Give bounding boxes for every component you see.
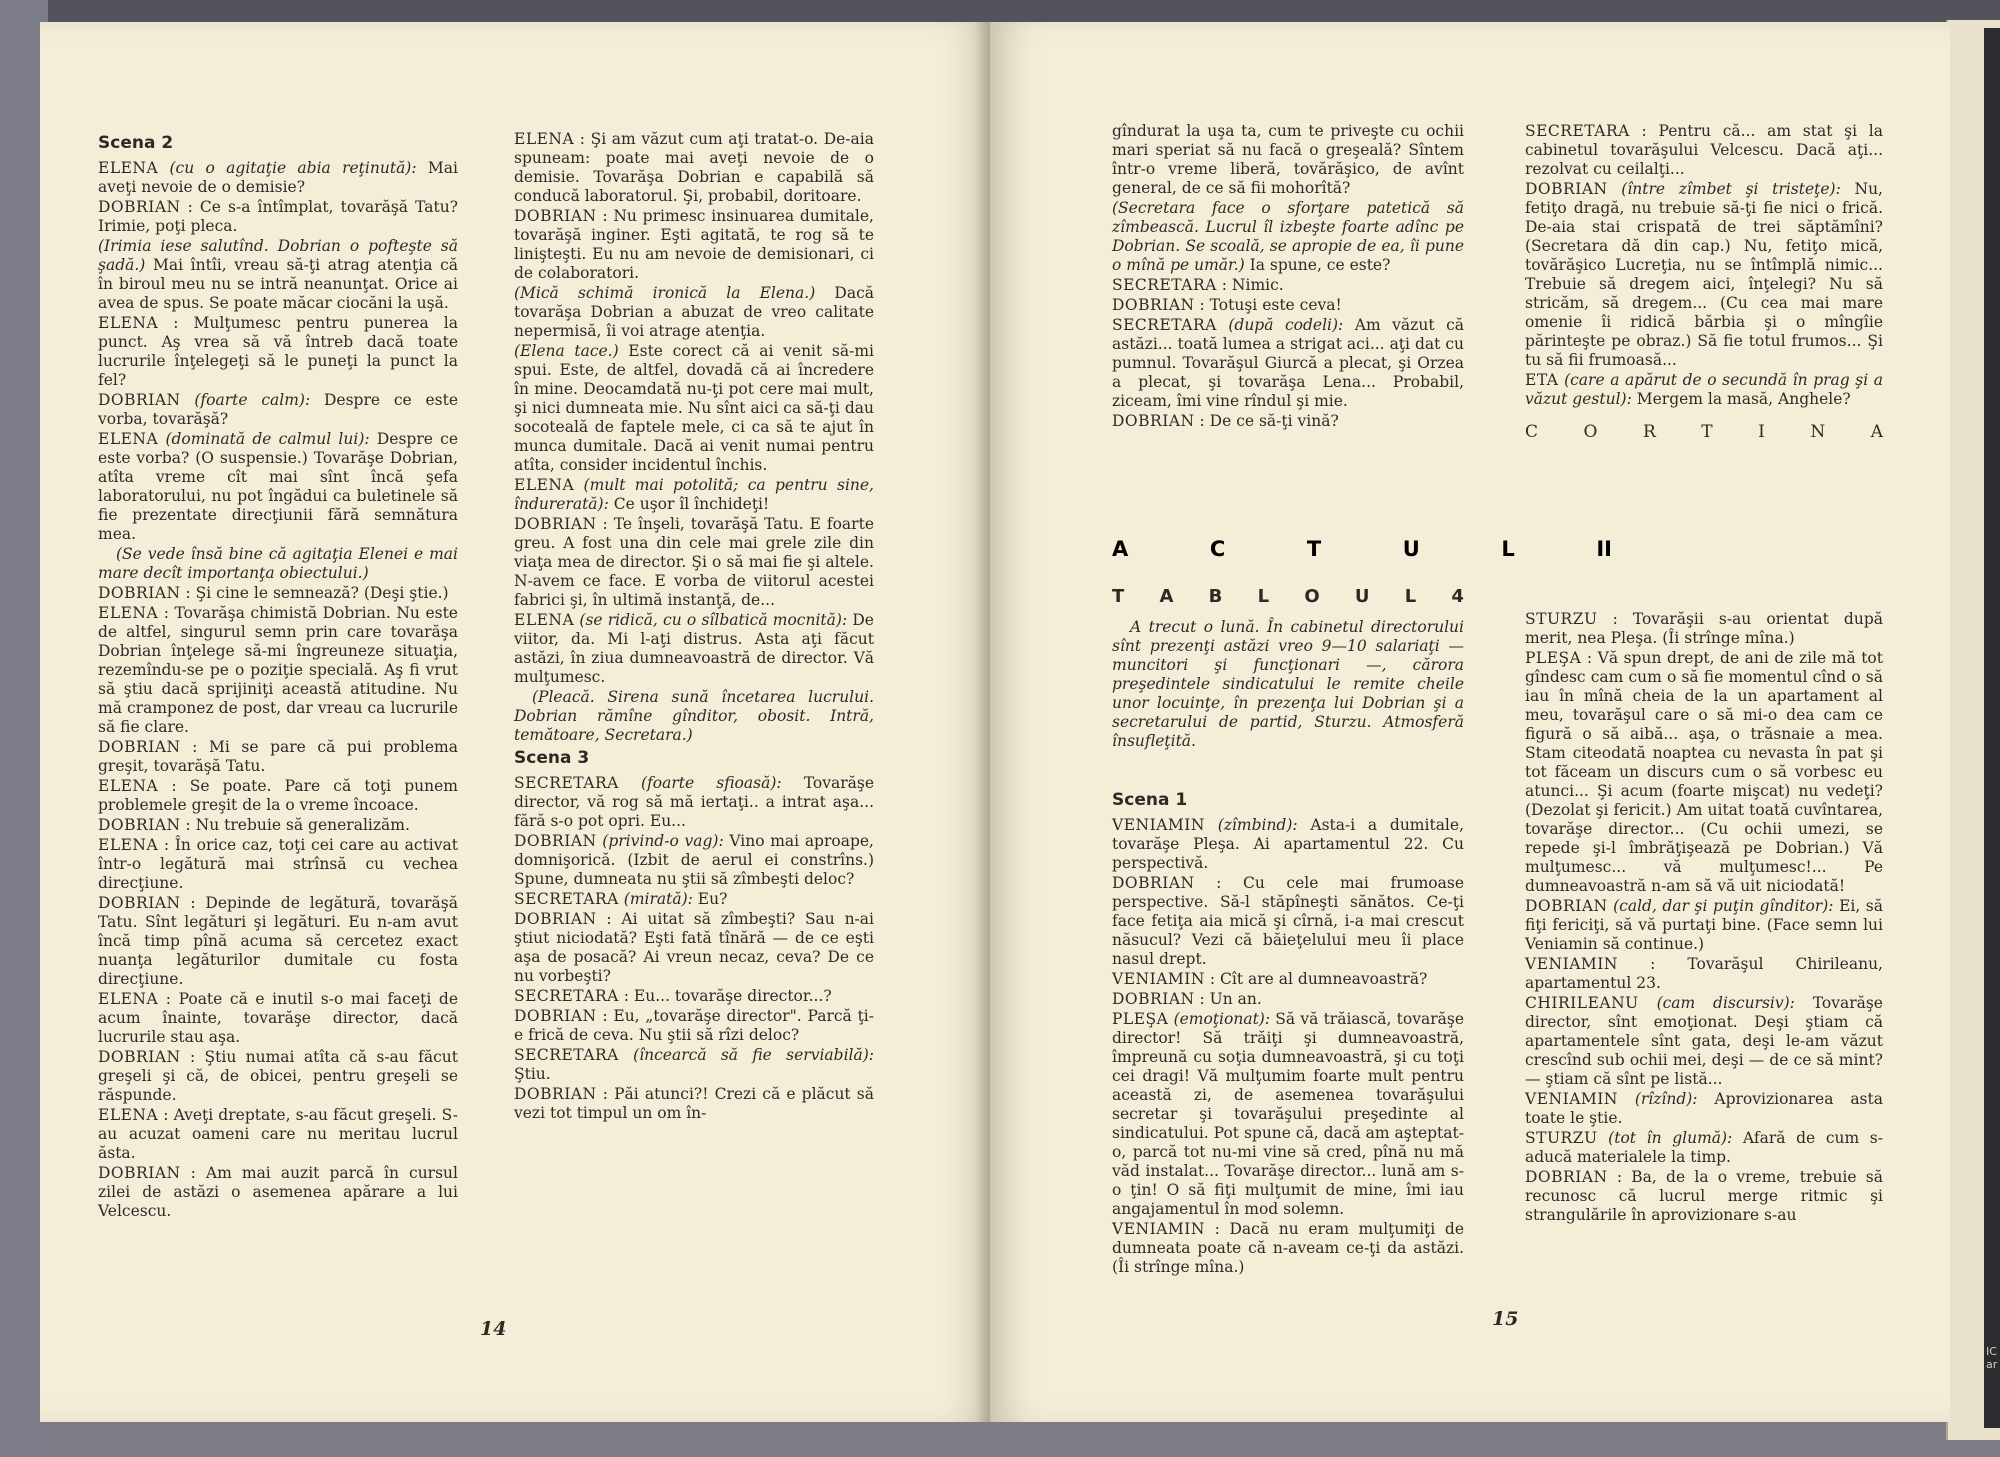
spoken-text: Ştiu numai atîta că s-au făcut greşeli şi că, de obicei, pentru greşeli se răspunde. (98, 1048, 459, 1104)
speaker-name: DOBRIAN (514, 515, 597, 533)
speaker-name: SECRETARA (1112, 276, 1217, 294)
spoken-text: Ce s-a întîmplat, tovarăşă Tatu? Irimie, poţi pleca. (98, 198, 458, 235)
spoken-text: Aveţi dreptate, s-au făcut greşeli. S-au acuzat oameni care nu meritau lucrul ăsta. (98, 1106, 458, 1162)
right-column-1-top (1112, 122, 1464, 432)
dialogue-line (1112, 1010, 1464, 1219)
spoken-text: Te înşeli, tovarăşă Tatu. E foarte greu. A fost una din cele mai grele zile din viaţa mea de director. Şi o să mai fie şi altele. N-avem ce face. E vorba de viitorul acestei fabrici şi, în ultimă instanţă, de... (514, 515, 874, 609)
spoken-text: Eu, „tovarăşe director". Parcă ţi-e frică de ceva. Nu ştii să rîzi deloc? (514, 1007, 874, 1044)
dialogue-line (514, 832, 874, 889)
act-letter: U (1402, 537, 1420, 561)
cortina-letter: I (1758, 422, 1765, 442)
dialogue-line: DOBRIAN : Cu cele mai frumoase perspective. Să-l stăpîneşti sănătos. Ce-ţi face fetiţa aia mică şi cîrnă, i-a mai crescut năsucul? Vezi că băieţelului meu îi place nasul drept. (1112, 874, 1464, 968)
spoken-text: Este corect că ai venit să-mi spui. Este, de altfel, dovadă că ai încredere în mine. Deocamdată nu-ţi pot cere mai mult, şi nici dumneata mie. Nu sînt aici ca să-ţi dau socoteală de faptele mele, ci ca să te ajut în munca dumitale. Dacă ai venit numai pentru atîta, consider incidentul închis. (514, 342, 874, 474)
tablou-letter: A (1159, 586, 1174, 607)
speaker-name: DOBRIAN (1112, 412, 1195, 430)
tablou-letter: L (1404, 586, 1417, 607)
spoken-text: Să vă trăiască, tovarăşe director! Să trăiţi şi dumneavoastră, împreună cu soţia dumneavoastră, şi cu toţi cei dragi! Vă mulţumim foarte mult pentru această zi, de asemenea tovarăşului secretar şi tovarăşului preşedinte al sindicatului. Pot spune că, dacă am aşteptat-o, parcă tot nu-mi vine să cred, pînă nu mă văd instalat... Tovarăşe director... lună am s-o ţin! O să fiţi mulţumit de mine, îmi iau angajamentul în mod solemn. (1112, 1010, 1464, 1218)
book-cover-right (1984, 28, 2000, 1428)
act-letter: C (1209, 537, 1226, 561)
dialogue-line (514, 774, 874, 831)
speaker-name: ETA (1525, 371, 1559, 389)
spoken-text: Nu trebuie să generalizăm. (195, 816, 410, 834)
speaker-name: DOBRIAN (98, 1048, 181, 1066)
stage-note: (după codeli): (1228, 316, 1344, 334)
scene-heading: Scena 1 (1112, 790, 1188, 810)
speaker-name: ELENA (98, 159, 159, 177)
stage-note: (mult mai potolită; ca pentru sine, îndurerată): (514, 476, 874, 513)
stage-note: (privind-o vag): (602, 832, 724, 850)
speaker-name: VENIAMIN (1112, 970, 1205, 988)
text-paragraph (98, 237, 458, 313)
dialogue-line (1525, 371, 1883, 409)
speaker-name: ELENA (98, 314, 159, 332)
dialogue-line: SECRETARA : Pentru că... am stat şi la cabinetul tovarăşului Velcescu. Dacă aţi... rezolvat cu ceilalţi... (1525, 122, 1883, 178)
dialogue-line (514, 890, 874, 909)
text-paragraph (514, 284, 874, 341)
tablou-letter: L (1257, 586, 1270, 607)
dialogue-line (1112, 316, 1464, 411)
left-page (40, 22, 990, 1422)
spoken-text: Nimic. (1231, 276, 1284, 294)
speaker-name: ELENA (98, 430, 159, 448)
spoken-text: Se poate. Pare că toţi punem problemele greşit de la o vreme încoace. (98, 777, 458, 814)
spoken-text: Vă spun drept, de ani de zile mă tot gîndesc cam cum o să fie momentul cînd o să iau în mînă cheia de la un apartament al meu, tovarăşul care o să mi-o dea cam ce figură o să aibă... aşa, o trăsnaie a mea. Stam citeodată noaptea cu nevasta în pat şi tot făceam un discurs cum o să vorbesc eu atunci... Şi acum (foarte mişcat) nu vedeţi? (Dezolat şi fericit.) Am uitat toată cuvîntarea, tovarăşe director... (Cu ochii umezi, se repede şi-l îmbrăţişează pe Dobrian.) Vă mulţumesc... vă mulţumesc!... Pe dumneavoastră n-am să vă uit niciodată! (1525, 649, 1883, 895)
dialogue-line (1525, 994, 1883, 1089)
spoken-text: De ce să-ţi vină? (1209, 412, 1339, 430)
spoken-text: De viitor, da. Mi l-aţi distrus. Asta aţi făcut astăzi, în ziua dumneavoastră de director. Vă mulţumesc. (514, 611, 874, 686)
stage-note: (rîzînd): (1634, 1090, 1698, 1108)
dialogue-line: DOBRIAN : Depinde de legătură, tovarăşă Tatu. Sînt legături şi legături. Eu n-am avut încă timp pînă acuma să cercetez exact nuanţa legăturilor dumitale cu fosta direcţiune. (98, 894, 458, 988)
stage-note: (Secretara face o sforţare patetică să zîmbească. Lucrul îl izbeşte foarte adînc pe Dobrian. Se scoală, se apropie de ea, îi pune o mînă pe umăr.) (1112, 199, 1464, 274)
stage-note: (tot în glumă): (1608, 1129, 1733, 1147)
spoken-text: Vino mai aproape, domnişorică. (Izbit de aerul ei constrîns.) Spune, dumneata nu ştii să zîmbeşti deloc? (514, 832, 874, 888)
stage-note: (foarte calm): (194, 391, 311, 409)
speaker-name: DOBRIAN (98, 738, 181, 756)
spoken-text: Asta-i a dumitale, tovarăşe Pleşa. Ai apartamentul 22. Cu perspectivă. (1112, 816, 1464, 872)
cortina-letter: A (1870, 422, 1883, 442)
spoken-text: Tovarăşul Chirileanu, apartamentul 23. (1525, 955, 1883, 992)
dialogue-line: DOBRIAN : Nu primesc insinuarea dumitale, tovarăşă inginer. Eşti agitată, te rog să te linişteşti. Eu nu am nevoie de demisionari, ci de colaboratori. (514, 207, 874, 282)
dialogue-line (98, 159, 458, 197)
spoken-text: Ce uşor îl închideţi! (613, 495, 770, 513)
right-column-2-bottom (1525, 610, 1883, 1226)
speaker-name: STURZU (1525, 1129, 1598, 1147)
dialogue-line: ELENA : Tovarăşa chimistă Dobrian. Nu este de altfel, singurul semn prin care tovarăşa Dobrian înţelege să-mi îngreuneze situaţia, rezemîndu-se pe o poziţie specială. Aş fi vrut să ştiu dacă sprijiniţi această atitudine. Nu mă cramponez de post, dar vreau ca lucrurile să fie clare. (98, 604, 458, 736)
text-paragraph (1112, 122, 1464, 198)
tablou-heading (1112, 587, 1464, 606)
dialogue-line: DOBRIAN : Ba, de la o vreme, trebuie să recunosc că lucrul merge ritmic şi strangulările în aprovizionare s-au (1525, 1168, 1883, 1224)
speaker-name: SECRETARA (514, 987, 619, 1005)
spoken-text: Poate că e inutil s-o mai faceţi de acum înainte, tovarăşe director, dacă lucrurile stau aşa. (98, 990, 458, 1046)
dialogue-line (1112, 816, 1464, 873)
dialogue-line: ELENA : Poate că e inutil s-o mai faceţi de acum înainte, tovarăşe director, dacă lucrurile stau aşa. (98, 990, 458, 1046)
dialogue-line: DOBRIAN : Eu, „tovarăşe director". Parcă ţi-e frică de ceva. Nu ştii să rîzi deloc? (514, 1007, 874, 1044)
speaker-name: DOBRIAN (514, 1007, 597, 1025)
spoken-text: Eu? (697, 890, 728, 908)
left-column-2 (514, 130, 874, 1124)
speaker-name: CHIRILEANU (1525, 994, 1639, 1012)
page-number: 14 (480, 1318, 507, 1340)
act-letter: II (1596, 537, 1612, 561)
act-heading (1112, 537, 1612, 561)
speaker-name: ELENA (98, 836, 159, 854)
tablou-description: A trecut o lună. În cabinetul directorului sînt prezenţi astăzi vreo 9—10 salariaţi — muncitori şi funcţionari —, cărora preşedintele sindicatului le remite cheile unor locuinţe, în prezenţa lui Dobrian şi a secretarului de partid, Sturzu. Atmosferă însufleţită. (1112, 618, 1464, 750)
spoken-text: Ai uitat să zîmbeşti? Sau n-ai ştiut niciodată? Eşti fată tînără — de ce eşti aşa de posacă? Ai vreun necaz, ceva? De ce nu vorbeşti? (514, 910, 874, 985)
spoken-text: Am văzut că astăzi... toată lumea a strigat aci... aţi dat cu pumnul. Tovarăşul Giurcă a plecat, şi Orzea a plecat, şi tovarăşa Lena... Probabil, ziceam, îmi vine rîndul şi mie. (1112, 316, 1464, 410)
stage-direction: (Se vede însă bine că agitaţia Elenei e mai mare decît importanţa obiectului.) (98, 545, 458, 582)
spoken-text: Tovarăşa chimistă Dobrian. Nu este de altfel, singurul semn prin care tovarăşa Dobrian înţelege să-mi îngreuneze situaţia, rezemîndu-se pe o poziţie specială. Aş fi vrut să ştiu dacă sprijiniţi această atitudine. Nu mă cramponez de post, dar vreau ca lucrurile să fie clare. (98, 604, 458, 736)
dialogue-line (98, 430, 458, 544)
spoken-text: Depinde de legătură, tovarăşă Tatu. Sînt legături şi legături. Eu n-am avut încă timp pînă acuma să cercetez exact nuanţa legăturilor dumitale cu fosta direcţiune. (98, 894, 458, 988)
speaker-name: DOBRIAN (1112, 990, 1195, 1008)
dialogue-line: VENIAMIN : Dacă nu eram mulţumiţi de dumneata poate că n-aveam ce-ţi da astăzi. (Îi strînge mîna.) (1112, 1220, 1464, 1276)
stage-note: (cam discursiv): (1656, 994, 1795, 1012)
tablou-letter: 4 (1451, 586, 1464, 607)
stage-direction: (Pleacă. Sirena sună încetarea lucrului. Dobrian rămîne gînditor, obosit. Intră, temătoare, Secretara.) (514, 688, 874, 744)
speaker-name: SECRETARA (1525, 122, 1630, 140)
dialogue-line: DOBRIAN : Ştiu numai atîta că s-au făcut greşeli şi că, de obicei, pentru greşeli se răspunde. (98, 1048, 459, 1104)
act-letter: T (1306, 537, 1322, 561)
speaker-name: PLEŞA (1525, 649, 1582, 667)
dialogue-line: DOBRIAN : Şi cine le semnează? (Deşi ştie.) (98, 584, 449, 602)
dialogue-line (1525, 1090, 1883, 1128)
stage-note: (între zîmbet şi tristeţe): (1621, 180, 1841, 198)
dialogue-line: ELENA : Aveţi dreptate, s-au făcut greşeli. S-au acuzat oameni care nu meritau lucrul ăsta. (98, 1106, 458, 1162)
spoken-text: Despre ce este vorba? (O suspensie.) Tovarăşe Dobrian, atîta vreme cît mai sînt încă şefa laboratorului, nu pot îngădui ca buletinele să fie prezentate direcţiunii fără semnătura mea. (98, 430, 458, 543)
speaker-name: VENIAMIN (1112, 816, 1205, 834)
left-column-1 (98, 130, 458, 1222)
cortina-letter: R (1642, 422, 1656, 442)
stage-note: (Elena tace.) (514, 342, 619, 360)
speaker-name: ELENA (98, 1106, 159, 1124)
tablou-letter: B (1208, 586, 1223, 607)
dialogue-line (514, 1046, 874, 1084)
dialogue-line: PLEŞA : Vă spun drept, de ani de zile mă tot gîndesc cam cum o să fie momentul cînd o să iau în mînă cheia de la un apartament al meu, tovarăşul care o să mi-o dea cam ce figură o să aibă... aşa, o trăsnaie a mea. Stam citeodată noaptea cu nevasta în pat şi tot făceam un discurs cum o să vorbesc eu atunci... Şi acum (foarte mişcat) nu vedeţi? (Dezolat şi fericit.) Am uitat toată cuvîntarea, tovarăşe director... (Cu ochii umezi, se repede şi-l îmbrăţişează pe Dobrian.) Vă mulţumesc... vă mulţumesc!... Pe dumneavoastră n-am să vă uit niciodată! (1525, 649, 1883, 895)
spoken-text: Nu, fetiţo dragă, nu trebuie să-ţi fie nici o frică. De-aia stai crispată de trei săptămîni? (Secretara dă din cap.) Nu, fetiţo mică, tovărăşico Lucreţia, nu se întîmplă nimic... Trebuie să dregem aici, înţelegi? Nu să stricăm, să dregem... (Cu cea mai mare omenie îi ridică bărbia şi o mîngîie părinteşte pe obraz.) Să fie totul frumos... Şi tu să fii frumoasă... (1525, 180, 1883, 369)
cortina-letter: N (1810, 422, 1826, 442)
dialogue-line: DOBRIAN : Te înşeli, tovarăşă Tatu. E foarte greu. A fost una din cele mai grele zile din viaţa mea de director. Şi o să mai fie şi altele. N-avem ce face. E vorba de viitorul acestei fabrici şi, în ultimă instanţă, de... (514, 515, 874, 609)
spoken-text: Mergem la masă, Anghele? (1636, 390, 1851, 408)
dialogue-line: ELENA : Mulţumesc pentru punerea la punct. Aş vrea să vă întreb dacă toate lucrurile înţelegeţi să le puneţi la punct la fel? (98, 314, 458, 389)
spoken-text: Totuşi este ceva! (1209, 296, 1342, 314)
speaker-name: SECRETARA (514, 774, 619, 792)
tablou-letter: U (1354, 586, 1370, 607)
dialogue-line (98, 391, 458, 429)
stage-note: (Mică schimă ironică la Elena.) (514, 284, 816, 302)
speaker-name: DOBRIAN (514, 832, 597, 850)
spoken-text: Nu primesc insinuarea dumitale, tovarăşă inginer. Eşti agitată, te rog să te linişteşti. Eu nu am nevoie de demisionari, ci de colaboratori. (514, 207, 874, 282)
tablou-letter: T (1112, 586, 1125, 607)
speaker-name: DOBRIAN (1112, 296, 1195, 314)
spoken-text: Şi am văzut cum aţi tratat-o. De-aia spuneam: poate mai aveţi nevoie de o demisie. Tovarăşa Dobrian e capabilă să conducă laboratorul. Şi, probabil, doritoare. (514, 130, 874, 205)
spoken-text: Am mai auzit parcă în cursul zilei de astăzi o asemenea apărare a lui Velcescu. (98, 1164, 458, 1220)
speaker-name: DOBRIAN (1525, 897, 1608, 915)
dialogue-line (1525, 180, 1883, 370)
speaker-name: SECRETARA (1112, 316, 1217, 334)
speaker-name: DOBRIAN (514, 1085, 597, 1103)
spoken-text: Tovarăşii s-au orientat după merit, nea Pleşa. (Îi strînge mîna.) (1525, 610, 1883, 647)
speaker-name: DOBRIAN (98, 816, 181, 834)
speaker-name: ELENA (98, 777, 159, 795)
dialogue-line: ELENA : În orice caz, toţi cei care au activat într-o legătură mai strînsă cu vechea direcţiune. (98, 836, 458, 892)
dialogue-line: DOBRIAN : Ai uitat să zîmbeşti? Sau n-ai ştiut niciodată? Eşti fată tînără — de ce eşti aşa de posacă? Ai vreun necaz, ceva? De ce nu vorbeşti? (514, 910, 874, 985)
dialogue-line: ELENA : Se poate. Pare că toţi punem problemele greşit de la o vreme încoace. (98, 777, 458, 814)
spoken-text: Ba, de la o vreme, trebuie să recunosc că lucrul merge ritmic şi strangulările în aprovizionare s-au (1525, 1168, 1883, 1224)
spoken-text: Mai aveţi nevoie de o demisie? (98, 159, 458, 196)
stage-note: (emoţionat): (1173, 1010, 1271, 1028)
dialogue-line: VENIAMIN : Tovarăşul Chirileanu, apartamentul 23. (1525, 955, 1883, 992)
spoken-text: Cît are al dumneavoastră? (1220, 970, 1428, 988)
stage-note: (se ridică, cu o sîlbatică mocnită): (579, 611, 848, 629)
speaker-name: STURZU (1525, 610, 1598, 628)
dialogue-line (1525, 1129, 1883, 1167)
act-letter: A (1112, 537, 1129, 561)
dialogue-line: VENIAMIN : Cît are al dumneavoastră? (1112, 970, 1428, 988)
cortina-heading (1525, 423, 1883, 442)
stage-note: (încearcă să fie serviabilă): (633, 1046, 874, 1064)
dialogue-line: DOBRIAN : Totuşi este ceva! (1112, 296, 1342, 314)
dialogue-line: DOBRIAN : Ce s-a întîmplat, tovarăşă Tatu? Irimie, poţi pleca. (98, 198, 458, 235)
speaker-name: ELENA (514, 611, 575, 629)
dialogue-line (514, 476, 874, 514)
speaker-name: SECRETARA (514, 1046, 619, 1064)
dialogue-line: DOBRIAN : Păi atunci?! Crezi că e plăcut să vezi tot timpul un om în- (514, 1085, 874, 1122)
dialogue-line: DOBRIAN : Mi se pare că pui problema greşit, tovarăşă Tatu. (98, 738, 458, 775)
speaker-name: VENIAMIN (1525, 1090, 1618, 1108)
dialogue-line: SECRETARA : Nimic. (1112, 276, 1284, 294)
spoken-text: În orice caz, toţi cei care au activat într-o legătură mai strînsă cu vechea direcţiune. (98, 836, 458, 892)
spoken-text: Aprovizionarea asta toate le ştie. (1525, 1090, 1883, 1127)
dialogue-line: DOBRIAN : Un an. (1112, 990, 1262, 1008)
dialogue-line (514, 611, 874, 687)
spoken-text: Un an. (1209, 990, 1262, 1008)
edge-label: IC ar (1986, 1345, 1998, 1371)
spoken-text: Eu... tovarăşe director...? (633, 987, 832, 1005)
speaker-name: DOBRIAN (98, 391, 181, 409)
speaker-name: DOBRIAN (98, 198, 181, 216)
spoken-text: Mi se pare că pui problema greşit, tovarăşă Tatu. (98, 738, 458, 775)
speaker-name: DOBRIAN (514, 910, 597, 928)
text-paragraph (1112, 199, 1464, 275)
cortina-letter: T (1701, 422, 1713, 442)
tablou-letter: O (1304, 586, 1320, 607)
spoken-text: Dacă nu eram mulţumiţi de dumneata poate că n-aveam ce-ţi da astăzi. (Îi strînge mîna.) (1112, 1220, 1464, 1276)
spoken-text: Mai întîi, vreau să-ţi atrag atenţia că în biroul meu nu se intră neanunţat. Orice ai avea de spus. Se poate măcar ciocăni la uşă. (98, 256, 458, 312)
speaker-name: DOBRIAN (1525, 1168, 1608, 1186)
dialogue-line: DOBRIAN : De ce să-ţi vină? (1112, 412, 1339, 430)
spoken-text: Mulţumesc pentru punerea la punct. Aş vrea să vă întreb dacă toate lucrurile înţelegeţi să le puneţi la punct la fel? (98, 314, 458, 389)
spoken-text: Afară de cum s-aducă materialele la timp. (1525, 1129, 1884, 1166)
dialogue-line (1525, 897, 1883, 954)
speaker-name: ELENA (514, 476, 575, 494)
spoken-text: Tovarăşe director, vă rog să mă iertaţi.. a intrat aşa... fără s-o pot opri. Eu... (514, 774, 874, 830)
dialogue-line: DOBRIAN : Am mai auzit parcă în cursul zilei de astăzi o asemenea apărare a lui Velcescu. (98, 1164, 458, 1220)
act-letter: L (1501, 537, 1515, 561)
speaker-name: DOBRIAN (98, 894, 181, 912)
scene-heading: Scena 2 (98, 133, 174, 153)
stage-note: (Irimia iese salutînd. Dobrian o pofteşte să şadă.) (98, 237, 458, 274)
spoken-text: Ştiu. (514, 1065, 551, 1083)
spoken-text: Tovarăşe director, sînt emoţionat. Deşi ştiam că apartamentele sînt gata, deşi le-am văzut crescînd sub ochii mei, deşi — de ce să mint? — ştiam că sînt pe listă... (1525, 994, 1883, 1088)
stage-note: (zîmbind): (1217, 816, 1298, 834)
spoken-text: Şi cine le semnează? (Deşi ştie.) (195, 584, 449, 602)
stage-note: (dominată de calmul lui): (165, 430, 370, 448)
speaker-name: SECRETARA (514, 890, 619, 908)
speaker-name: PLEŞA (1112, 1010, 1169, 1028)
stage-note: (cald, dar şi puţin gînditor): (1613, 897, 1834, 915)
spoken-text: Dacă tovarăşa Dobrian a abuzat de vreo calitate nepermisă, îi voi atrage atenţia. (514, 284, 874, 340)
spoken-text: Ia spune, ce este? (1249, 256, 1391, 274)
speaker-name: ELENA (98, 604, 159, 622)
spoken-text: Despre ce este vorba, tovarăşă? (98, 391, 458, 428)
right-column-1-bottom (1112, 787, 1464, 1278)
spoken-text: Păi atunci?! Crezi că e plăcut să vezi tot timpul un om în- (514, 1085, 874, 1122)
stage-note: (mirată): (623, 890, 693, 908)
spoken-text: Ei, să fiţi fericiţi, să vă purtaţi bine. (Face semn lui Veniamin să continue.) (1525, 897, 1883, 953)
tablou-section (1112, 587, 1464, 752)
speaker-name: DOBRIAN (514, 207, 597, 225)
cortina-letter: C (1525, 422, 1539, 442)
dialogue-line: DOBRIAN : Nu trebuie să generalizăm. (98, 816, 410, 834)
speaker-name: VENIAMIN (1525, 955, 1618, 973)
speaker-name: DOBRIAN (1112, 874, 1195, 892)
page-number: 15 (1492, 1308, 1519, 1330)
speaker-name: ELENA (514, 130, 575, 148)
cortina-letter: O (1583, 422, 1598, 442)
speaker-name: ELENA (98, 990, 159, 1008)
spoken-text: gîndurat la uşa ta, cum te priveşte cu ochii mari speriat să nu facă o greşeală? Sîntem într-o vreme liberă, tovărăşico, de avînt general, de ce să fii mohorîtă? (1112, 122, 1464, 197)
speaker-name: DOBRIAN (98, 584, 181, 602)
speaker-name: DOBRIAN (98, 1164, 181, 1182)
stage-note: (care a apărut de o secundă în prag şi a văzut gestul): (1525, 371, 1883, 408)
scene-heading: Scena 3 (514, 748, 590, 768)
stage-note: (cu o agitaţie abia reţinută): (169, 159, 417, 177)
text-paragraph (514, 342, 874, 475)
speaker-name: VENIAMIN (1112, 1220, 1205, 1238)
dialogue-line: ELENA : Şi am văzut cum aţi tratat-o. De-aia spuneam: poate mai aveţi nevoie de o demisie. Tovarăşa Dobrian e capabilă să conducă laboratorul. Şi, probabil, doritoare. (514, 130, 874, 205)
right-column-2-top (1525, 122, 1883, 442)
dialogue-line: SECRETARA : Eu... tovarăşe director...? (514, 987, 832, 1005)
speaker-name: DOBRIAN (1525, 180, 1608, 198)
dialogue-line: STURZU : Tovarăşii s-au orientat după merit, nea Pleşa. (Îi strînge mîna.) (1525, 610, 1883, 647)
spoken-text: Cu cele mai frumoase perspective. Să-l stăpîneşti sănătos. Ce-ţi face fetiţa aia mică şi cîrnă, i-a mai crescut năsucul? Vezi că băieţelului meu îi place nasul drept. (1112, 874, 1464, 968)
stage-note: (foarte sfioasă): (640, 774, 782, 792)
right-page (990, 22, 1950, 1422)
spoken-text: Pentru că... am stat şi la cabinetul tovarăşului Velcescu. Dacă aţi... rezolvat cu ceilalţi... (1525, 122, 1883, 178)
